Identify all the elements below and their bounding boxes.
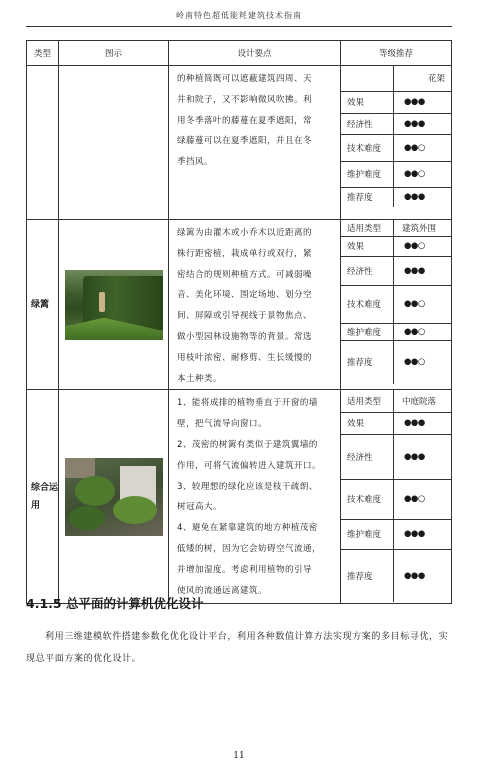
rating-table <box>341 220 451 384</box>
desc-line: 4、避免在紧靠建筑的地方种植茂密 <box>177 523 318 534</box>
desc-line: 株行距密植，栽成单行或双行，紧 <box>177 248 313 259</box>
figure-cell <box>59 390 169 604</box>
rating-value: ●●○ <box>394 161 452 187</box>
rating-key: 维护难度 <box>341 519 394 549</box>
keypoints-cell <box>169 220 341 390</box>
desc-line: 间、屏障或引导视线于景物焦点、 <box>177 311 313 322</box>
header-figure: 图示 <box>59 41 169 66</box>
rating-value: ●●● <box>394 412 452 434</box>
rating-value: ●●○ <box>394 479 452 519</box>
figure-cell <box>59 66 169 220</box>
rating-value: 建筑外围 <box>394 220 452 236</box>
rating-key: 推荐度 <box>341 340 394 384</box>
description <box>169 220 340 389</box>
rating-key: 技术难度 <box>341 479 394 519</box>
rating-value: ●●○ <box>394 323 452 340</box>
type-cell: 综合运用 <box>27 390 59 604</box>
rating-key: 经济性 <box>341 256 394 285</box>
desc-line: 绿藤蔓可以在夏季遮阳，并且在冬 <box>177 136 313 147</box>
design-table <box>26 40 452 604</box>
desc-line: 低矮的树，因为它会妨碍空气流通， <box>177 543 322 554</box>
rating-value: ●●● <box>394 434 452 479</box>
rating-key: 推荐度 <box>341 549 394 602</box>
desc-line: 井和院子，又不影响微风吹拂。利 <box>177 94 313 105</box>
rating-key: 技术难度 <box>341 285 394 323</box>
rating-value: ●●○ <box>394 236 452 256</box>
description <box>169 66 340 173</box>
desc-line: 作用，可将气流偏转进入建筑开口。 <box>177 460 322 471</box>
desc-line: 密结合的规则种植方式。可减弱噪 <box>177 269 313 280</box>
running-header: 岭南特色超低能耗建筑技术指南 <box>176 11 302 20</box>
header-type: 类型 <box>27 41 59 66</box>
rating-value: ●●● <box>394 91 452 113</box>
rating-key: 经济性 <box>341 434 394 479</box>
rating-key: 维护难度 <box>341 323 394 340</box>
page-number: 11 <box>233 751 245 761</box>
table-row <box>27 220 452 390</box>
rating-value: ●●○ <box>394 285 452 323</box>
table-row <box>27 390 452 604</box>
rating-value: ●●○ <box>394 134 452 161</box>
section-body: 利用三维建模软件搭建参数化优化设计平台，利用各种数值计算方法实现方案的多目标寻优，实现总平面方案的优化设计。 <box>26 632 449 664</box>
desc-line: 用枝叶浓密、耐修剪、生长缓慢的 <box>177 352 313 363</box>
hedge-photo <box>65 270 163 340</box>
desc-line: 的种植简既可以遮蔽建筑四周、天 <box>177 74 313 84</box>
desc-line: 并增加湿度。考虑利用植物的引导 <box>177 564 313 575</box>
rating-key: 经济性 <box>341 113 394 134</box>
desc-line: 1、能将成排的植物垂直于开窗的墙 <box>177 398 318 409</box>
rating-key: 效果 <box>341 412 394 434</box>
keypoints-cell <box>169 390 341 604</box>
courtyard-photo <box>65 458 163 536</box>
type-cell <box>27 66 59 220</box>
rating-key <box>341 66 394 91</box>
header-rating: 等级推荐 <box>341 41 452 66</box>
rating-value: ●●○ <box>404 357 425 368</box>
rating-value: ●●● <box>404 571 425 582</box>
rating-table <box>341 390 451 602</box>
rating-value: ●●● <box>394 256 452 285</box>
desc-line: 树冠高大。 <box>177 502 223 513</box>
rating-key: 推荐度 <box>341 187 394 207</box>
type-cell: 绿篱 <box>27 220 59 390</box>
rating-key: 适用类型 <box>341 390 394 412</box>
desc-line: 绿篱为由灌木或小乔木以近距离的 <box>177 228 313 238</box>
section-title: 4.1.5 总平面的计算机优化设计 <box>26 596 204 611</box>
desc-line: 季挡风。 <box>177 157 214 168</box>
desc-line: 使风的流通远离建筑。 <box>177 585 268 596</box>
rating-key: 维护难度 <box>341 161 394 187</box>
description <box>169 390 340 601</box>
rating-value: ●●● <box>394 519 452 549</box>
rating-key: 技术难度 <box>341 134 394 161</box>
keypoints-cell <box>169 66 341 220</box>
rating-key: 效果 <box>341 91 394 113</box>
desc-line: 音、美化环境、围定场地、划分空 <box>177 290 313 301</box>
desc-line: 做小型园林设施物等的背景。常选 <box>177 331 313 342</box>
rating-value: 中庭院落 <box>394 390 452 412</box>
desc-line: 本土种类。 <box>177 373 223 384</box>
desc-line: 用冬季落叶的藤蔓在夏季遮阳，常 <box>177 115 313 126</box>
desc-line: 3、较理想的绿化应该是枝干疏朗、 <box>177 481 318 492</box>
rating-value: 花架 <box>394 66 452 91</box>
rating-cell <box>341 220 452 390</box>
desc-line: 壁，把气流导向窗口。 <box>177 419 268 430</box>
header-keypoints: 设计要点 <box>169 41 341 66</box>
rating-value: ●●● <box>404 192 425 203</box>
rating-value: ●●● <box>394 113 452 134</box>
rating-key: 适用类型 <box>341 220 394 236</box>
rating-table <box>341 66 451 207</box>
table-header-row <box>27 41 452 66</box>
rating-key: 效果 <box>341 236 394 256</box>
table-row <box>27 66 452 220</box>
header-rule <box>26 26 452 27</box>
rating-cell <box>341 390 452 604</box>
desc-line: 2、茂密的树篱有类似于建筑翼墙的 <box>177 439 318 450</box>
rating-cell <box>341 66 452 220</box>
figure-cell <box>59 220 169 390</box>
